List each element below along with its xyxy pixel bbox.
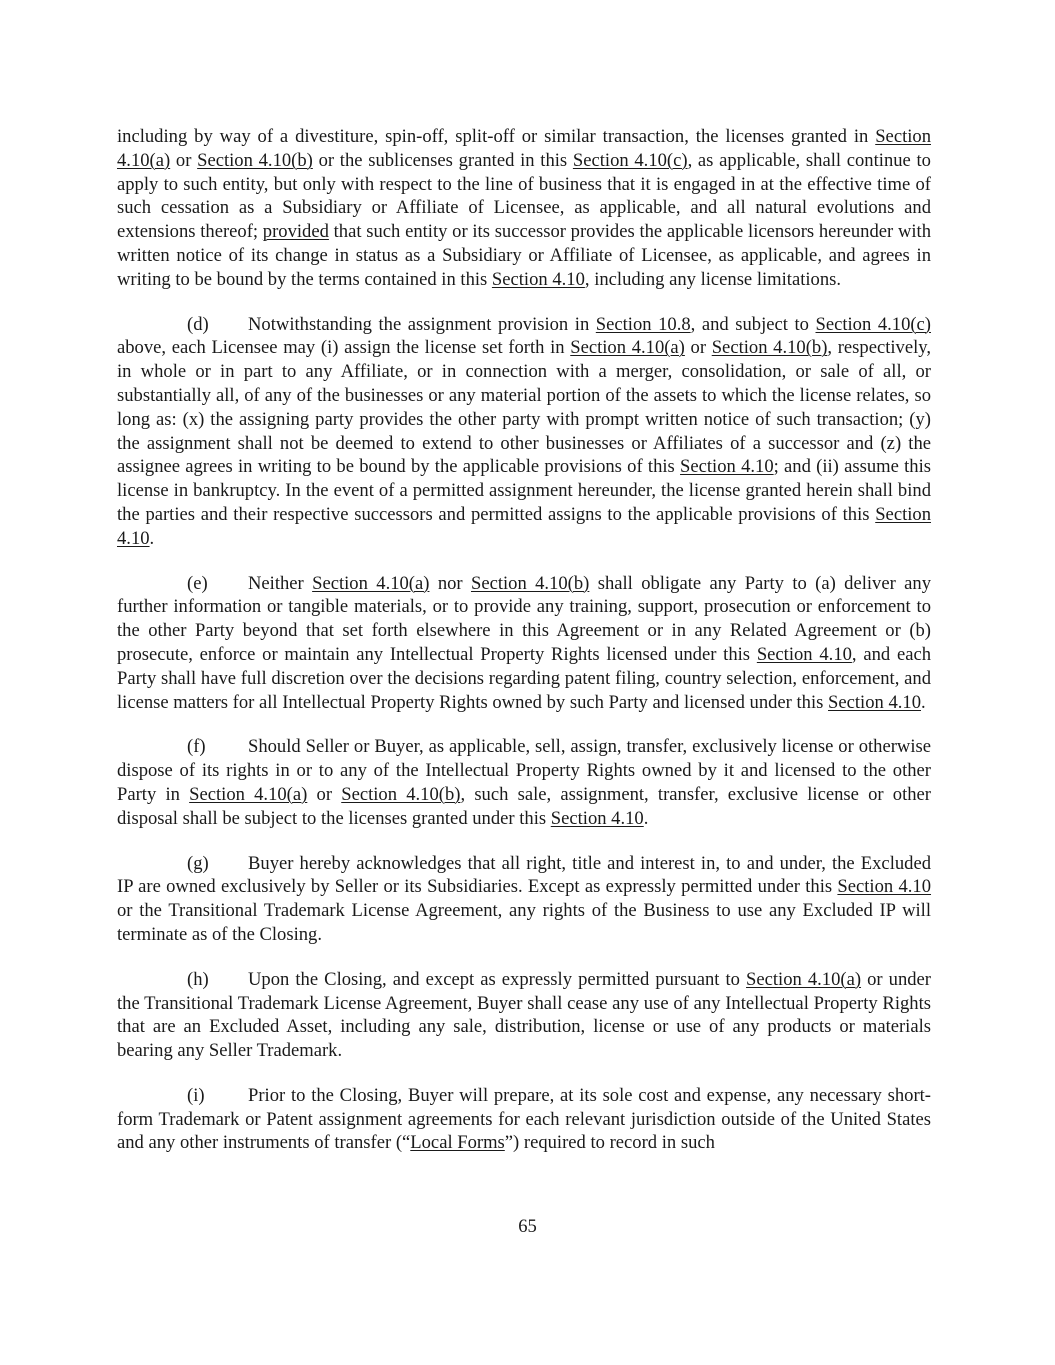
- section-reference: Section 4.10(a): [117, 126, 931, 171]
- section-reference: Section 4.10(a): [570, 337, 685, 359]
- text-run: , and subject to: [690, 313, 816, 335]
- section-reference: Section 4.10: [680, 456, 774, 478]
- text-run: Upon the Closing, and except as expressly permitted pursuant to: [248, 968, 747, 990]
- text-run: or: [170, 149, 198, 171]
- clause-label: (e): [187, 572, 208, 594]
- text-run: above, each Licensee may (i) assign the license set forth in: [117, 337, 571, 359]
- text-run: , as applicable, shall continue to apply to such entity, but only with respect to the line of business that it is engaged in at the effective time of such cessation as a Subsidiary or Affiliate of Licensee, as applicable, and all natural evolutions and extensions thereof;: [117, 149, 931, 243]
- text-run: .: [921, 691, 926, 713]
- text-run: shall obligate any Party to (a) deliver any further information or tangible materials, or to provide any training, support, prosecution or enforcement to the other Party beyond that set forth elsewhere in this Agreement or in any Related Agreement or (b) prosecute, enforce or maintain any Intellectual Property Rights licensed under this: [117, 572, 931, 665]
- section-reference: Section 4.10: [828, 691, 921, 713]
- text-run: that such entity or its successor provides the applicable licensors hereunder with written notice of its change in status as a Subsidiary or Affiliate of Licensee, as applicable, and agrees in writing to be bound by the terms contained in this: [117, 221, 932, 290]
- section-reference: Section 4.10(b): [341, 783, 461, 805]
- section-reference: Section 4.10(b): [197, 149, 313, 171]
- text-run: Prior to the Closing, Buyer will prepare, at its sole cost and expense, any necessary short-form Trademark or Patent assignment agreements for each relevant jurisdiction outside of the United States and any other instruments of transfer (“: [117, 1084, 931, 1154]
- section-reference: Section 4.10: [837, 876, 932, 898]
- text-run: Buyer hereby acknowledges that all right, title and interest in, to and under, the Excluded IP are owned exclusively by Seller or its Subsidiaries. Except as expressly permitted under this: [117, 852, 931, 898]
- text-run: or the sublicenses granted in this: [312, 149, 573, 171]
- section-reference: Section 10.8: [595, 313, 691, 335]
- clause-paragraph: [117, 852, 931, 947]
- section-reference: Local Forms: [410, 1132, 505, 1154]
- page-number: 65: [518, 1216, 537, 1237]
- text-run: , respectively, in whole or in part to any Affiliate, or in connection with a merger, consolidation, or sale of all, or substantially all, of any of the businesses or any material portion of the assets to which the license relates, so long as: (x) the assigning party provides the other party with prompt written notice of such transaction; (y) the assignment shall not be deemed to extend to other businesses or Affiliates of a successor and (z) the assignee agrees in writing to be bound by the applicable provisions of this: [117, 337, 931, 478]
- continuation-paragraph: [117, 125, 931, 292]
- section-reference: Section 4.10(a): [746, 968, 862, 990]
- section-reference: Section 4.10(b): [711, 337, 828, 359]
- text-run: , such sale, assignment, transfer, exclusive license or other disposal shall be subject to the licenses granted under this: [117, 783, 931, 829]
- clause-paragraph: [117, 735, 931, 830]
- clause-label: (d): [187, 313, 209, 335]
- section-reference: Section 4.10: [117, 503, 931, 549]
- text-run: or: [684, 337, 712, 359]
- text-run: Neither: [248, 572, 313, 594]
- text-run: Should Seller or Buyer, as applicable, sell, assign, transfer, exclusively license or otherwise dispose of its rights in or to any of the Intellectual Property Rights owned by it and licensed to the other Party in: [117, 736, 931, 805]
- text-run: , and each Party shall have full discretion over the decisions regarding patent filing, country selection, enforcement, and license matters for all Intellectual Property Rights owned by such Party and licensed under this: [117, 643, 932, 713]
- text-run: or under the Transitional Trademark License Agreement, Buyer shall cease any use of any Intellectual Property Rights that are an Excluded Asset, including any sale, distribution, license or use of any products or materials bearing any Seller Trademark.: [117, 968, 931, 1062]
- clause-paragraph: [117, 968, 931, 1063]
- text-run: .: [149, 527, 155, 549]
- section-reference: Section 4.10: [491, 268, 585, 290]
- section-reference: provided: [262, 221, 329, 243]
- text-run: nor: [429, 572, 471, 594]
- text-run: .: [643, 807, 649, 829]
- text-run: or the Transitional Trademark License Agreement, any rights of the Business to use any Excluded IP will terminate as of the Closing.: [117, 900, 931, 945]
- body-text: [117, 125, 931, 1176]
- clause-label: (g): [187, 852, 209, 874]
- section-reference: Section 4.10(b): [470, 572, 590, 594]
- clause-paragraph: [117, 1084, 931, 1155]
- text-run: , including any license limitations.: [584, 268, 842, 290]
- section-reference: Section 4.10: [756, 643, 852, 665]
- text-run: including by way of a divestiture, spin-off, split-off or similar transaction, the licenses granted in: [117, 126, 876, 147]
- text-run: Notwithstanding the assignment provision in: [248, 313, 596, 335]
- clause-label: (i): [187, 1084, 205, 1106]
- text-run: or: [307, 783, 342, 805]
- clause-paragraph: [117, 313, 931, 551]
- section-reference: Section 4.10(a): [189, 783, 308, 805]
- section-reference: Section 4.10: [550, 807, 644, 829]
- clause-paragraph: [117, 572, 931, 715]
- clause-label: (f): [187, 736, 206, 758]
- text-run: ”) required to record in such: [504, 1132, 715, 1154]
- clause-label: (h): [187, 968, 209, 990]
- section-reference: Section 4.10(c): [572, 149, 688, 171]
- text-run: ; and (ii) assume this license in bankruptcy. In the event of a permitted assignment hereunder, the license granted herein shall bind the parties and their respective successors and permitted assigns to the applicable provisions of this: [117, 456, 931, 525]
- section-reference: Section 4.10(c): [815, 313, 931, 335]
- section-reference: Section 4.10(a): [312, 572, 430, 594]
